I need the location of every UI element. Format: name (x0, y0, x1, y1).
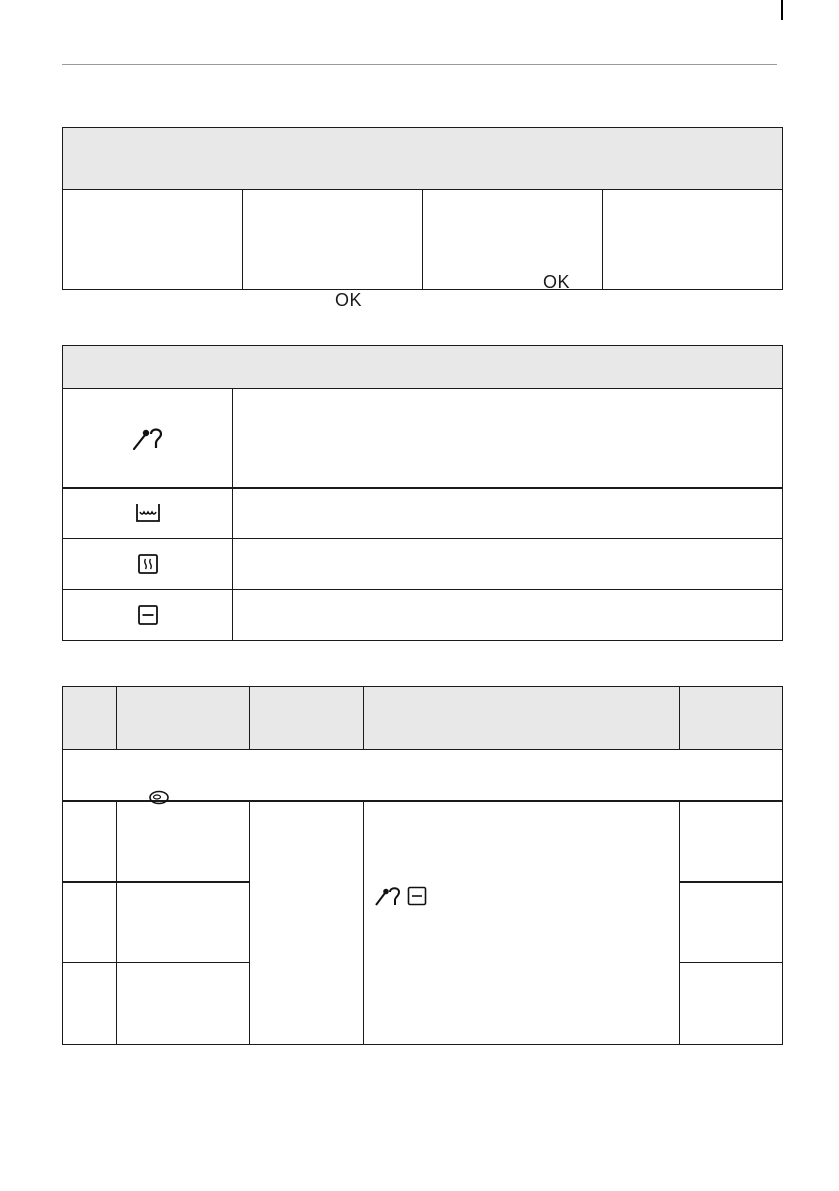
column-header (250, 687, 364, 750)
steam-tray-icon (135, 503, 161, 523)
step-cell-1 (63, 190, 243, 290)
step-cell-4 (603, 190, 783, 290)
table-cell (63, 801, 117, 882)
bottom-heat-icon (407, 886, 427, 906)
symbol-description (233, 539, 783, 590)
column-header (117, 687, 250, 750)
table-cell (680, 801, 783, 882)
page-edge-marker (781, 0, 783, 20)
ok-key-label: OK (543, 271, 571, 292)
food-sensor-icon (373, 884, 403, 908)
bottom-heat-icon (137, 604, 159, 626)
column-header (680, 687, 783, 750)
table-cell (117, 963, 250, 1044)
steps-table (62, 127, 783, 310)
step-cell-2 (243, 190, 423, 310)
steps-table-header (63, 128, 783, 190)
table-cell (250, 801, 364, 1045)
category-row (63, 750, 783, 801)
ok-key-label: OK (335, 289, 363, 310)
step-cell-3 (423, 190, 603, 290)
symbol-description (233, 488, 783, 539)
symbol-description (233, 389, 783, 488)
symbol-cell (63, 590, 233, 641)
table-cell (63, 963, 117, 1044)
table-cell (117, 882, 250, 963)
symbol-cell (63, 539, 233, 590)
meat-icon (148, 789, 170, 805)
column-header (364, 687, 680, 750)
food-sensor-icon (131, 424, 165, 452)
heating-icon (137, 553, 159, 575)
column-header (63, 687, 117, 750)
header-rule (62, 64, 777, 65)
symbol-cell (63, 389, 233, 488)
symbol-cell (63, 488, 233, 539)
table-cell (680, 882, 783, 963)
symbols-table-header (63, 346, 783, 389)
table-cell (364, 801, 680, 1045)
table-cell (117, 801, 250, 882)
table-cell (63, 882, 117, 963)
symbols-table (62, 345, 783, 641)
cooking-table (62, 686, 783, 1045)
table-cell (680, 963, 783, 1044)
symbol-description (233, 590, 783, 641)
